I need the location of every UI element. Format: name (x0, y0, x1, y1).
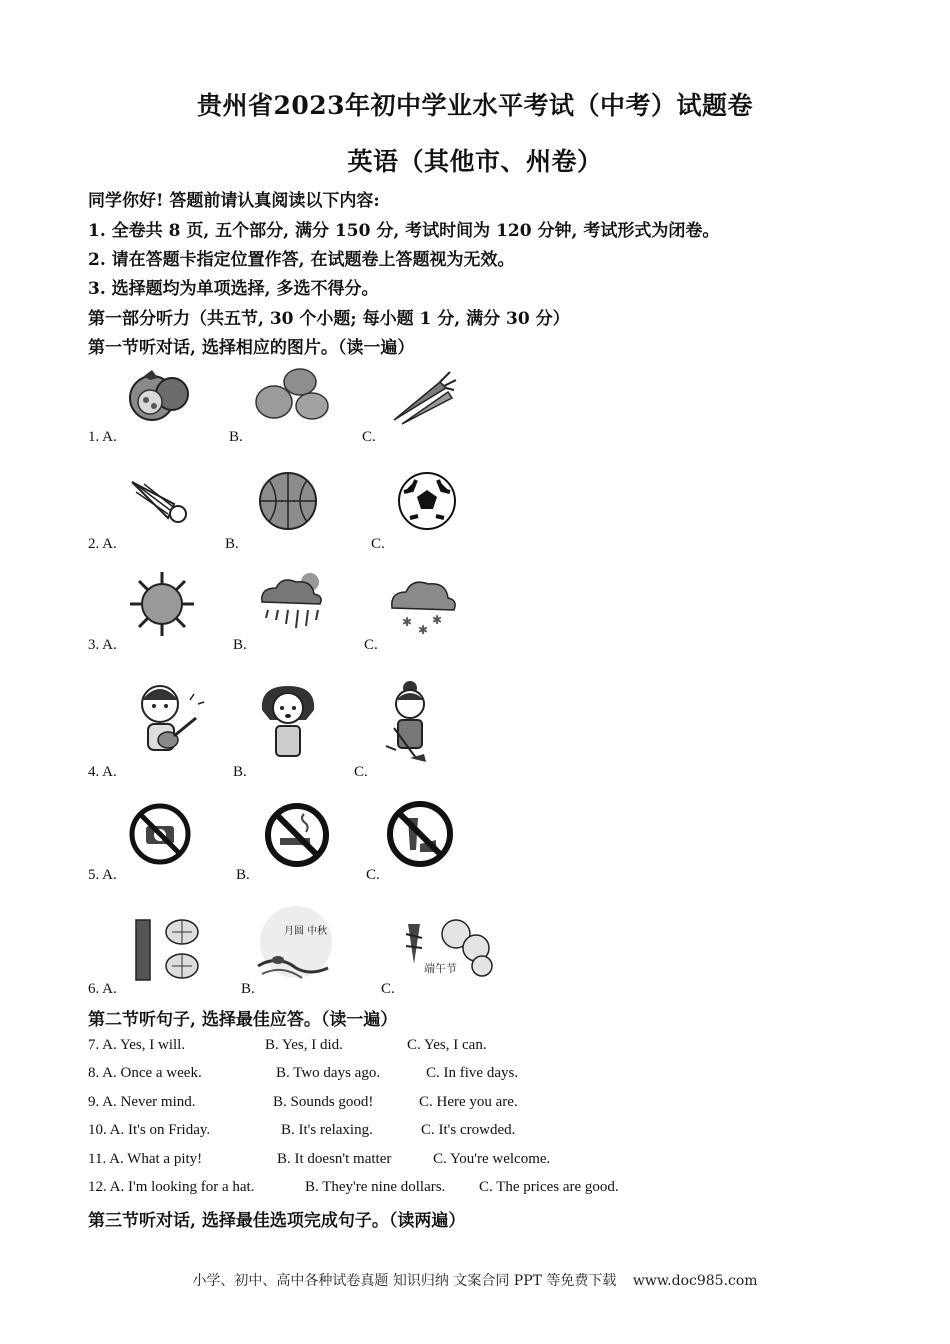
svg-text:✱: ✱ (418, 623, 429, 636)
dragon-boat-icon (400, 914, 496, 982)
mid-autumn-icon (248, 904, 338, 992)
girl-sweeping-icon (380, 678, 440, 768)
page-title: 贵州省2023年初中学业水平考试（中考）试题卷 (196, 91, 754, 120)
question-label: 5. A. (88, 867, 117, 883)
page-subtitle: 英语（其他市、州卷） (347, 147, 603, 176)
option-c: C. Here you are. (419, 1094, 518, 1110)
girl-guitar-icon (128, 680, 208, 768)
option-a: 9. A. Never mind. (88, 1094, 196, 1110)
question-label: 1. A. (88, 429, 117, 445)
instruction-item: 1. 全卷共 8 页, 五个部分, 满分 150 分, 考试时间为 120 分钟, 考试形式为闭卷。 (88, 221, 720, 241)
snow-cloud-icon (388, 572, 458, 640)
option-c-label: C. (371, 536, 385, 552)
option-b-label: B. (236, 867, 250, 883)
option-c: C. You're welcome. (433, 1151, 551, 1167)
option-b-label: B. (241, 981, 255, 997)
no-smoking-icon (264, 802, 330, 872)
option-b: B. Yes, I did. (265, 1037, 343, 1053)
dragon-boat-text: 端午节 (424, 962, 457, 975)
option-c-label: C. (362, 429, 376, 445)
question-label: 3. A. (88, 637, 117, 653)
option-a: 11. A. What a pity! (88, 1151, 203, 1167)
option-a: 10. A. It's on Friday. (88, 1122, 211, 1138)
question-label: 4. A. (88, 764, 117, 780)
option-c-label: C. (366, 867, 380, 883)
instruction-item: 3. 选择题均为单项选择, 多选不得分。 (88, 279, 379, 299)
sun-icon (126, 570, 198, 642)
soccer-ball-icon (396, 470, 458, 536)
svg-text:✱: ✱ (432, 613, 443, 627)
question-label: 6. A. (88, 981, 117, 997)
carrot-icon (388, 368, 458, 430)
mid-autumn-text: 月圆 中秋 (284, 926, 328, 937)
instruction-item: 2. 请在答题卡指定位置作答, 在试题卷上答题视为无效。 (88, 250, 515, 270)
option-c: C. The prices are good. (479, 1179, 619, 1195)
option-b: B. It doesn't matter (277, 1151, 392, 1167)
option-b: B. Sounds good! (273, 1094, 374, 1110)
girl-singing-icon (254, 680, 322, 768)
option-b: B. Two days ago. (276, 1065, 381, 1081)
rain-cloud-icon (256, 570, 328, 640)
option-a: 7. A. Yes, I will. (88, 1037, 186, 1053)
part1-heading: 第一部分听力（共五节, 30 个小题; 每小题 1 分, 满分 30 分） (88, 309, 570, 329)
option-b-label: B. (233, 637, 247, 653)
no-drinking-icon (386, 800, 454, 872)
option-c-label: C. (381, 981, 395, 997)
spring-festival-icon (126, 914, 208, 988)
footer-link[interactable]: www.doc985.com (632, 1273, 758, 1289)
option-b: B. It's relaxing. (281, 1122, 373, 1138)
section2-heading: 第二节听句子, 选择最佳应答。（读一遍） (88, 1010, 398, 1030)
tomato-icon (122, 364, 194, 430)
option-b: B. They're nine dollars. (305, 1179, 446, 1195)
shuttlecock-icon (128, 474, 194, 532)
option-b-label: B. (229, 429, 243, 445)
basketball-icon (257, 470, 319, 536)
option-c: C. In five days. (426, 1065, 519, 1081)
option-c: C. Yes, I can. (407, 1037, 487, 1053)
option-a: 12. A. I'm looking for a hat. (88, 1179, 255, 1195)
instructions-greeting: 同学你好! 答题前请认真阅读以下内容: (88, 191, 380, 211)
option-b-label: B. (233, 764, 247, 780)
potato-icon (252, 364, 332, 426)
option-c-label: C. (364, 637, 378, 653)
section1-heading: 第一节听对话, 选择相应的图片。（读一遍） (88, 338, 415, 358)
question-label: 2. A. (88, 536, 117, 552)
svg-text:✱: ✱ (402, 615, 413, 629)
section3-heading: 第三节听对话, 选择最佳选项完成句子。（读两遍） (88, 1211, 466, 1231)
option-c: C. It's crowded. (421, 1122, 516, 1138)
page-footer (0, 1270, 950, 1290)
option-c-label: C. (354, 764, 368, 780)
option-a: 8. A. Once a week. (88, 1065, 202, 1081)
no-photo-icon (128, 802, 192, 870)
footer-text: 小学、初中、高中各种试卷真题 知识归纳 文案合同 PPT 等免费下载 (192, 1273, 617, 1289)
option-b-label: B. (225, 536, 239, 552)
